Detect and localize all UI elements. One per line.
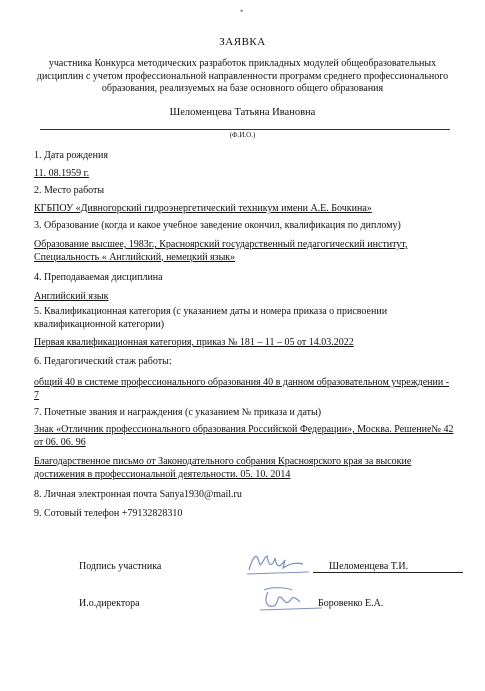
item-4-answer: Английский язык — [34, 291, 109, 302]
item-4-label: 4. Преподаваемая дисциплина — [34, 272, 163, 283]
item-3-answer: Образование высшее, 1983г., Красноярский государственный педагогический институт, Специальность « Английский, немецкий язык» — [34, 239, 408, 263]
fio-caption: (Ф.И.О.) — [229, 131, 256, 139]
item-7-answer-1: Знак «Отличник профессионального образования Российской Федерации», Москва. Решение№ 42 от 06. 06. 96 — [34, 424, 454, 448]
item-2-answer: КГБПОУ «Дивногорский гидроэнергетический техникум имени А.Е. Бочкина» — [34, 203, 372, 214]
item-7-label: 7. Почетные звания и награждения (с указанием № приказа и даты) — [34, 407, 322, 418]
participant-name: Шеломенцева Татьяна Ивановна — [169, 107, 316, 118]
director-signature-label: И.о.директора — [79, 598, 140, 609]
director-signature-image — [252, 582, 327, 614]
item-5-label: 5. Квалификационная категория (с указанием даты и номера приказа о присвоении квалификационной категории) — [34, 306, 388, 330]
item-9-label: 9. Сотовый телефон +79132828310 — [34, 508, 183, 519]
item-7-answer-2: Благодарственное письмо от Законодательного собрания Красноярского края за высокие достижения в профессиональной деятельности. 05. 10. 2014 — [34, 456, 412, 480]
item-8-label: 8. Личная электронная почта Sanya1930@mail.ru — [34, 489, 242, 500]
participant-signature-name: Шеломенцева Т.И. — [313, 561, 463, 573]
item-5-answer: Первая квалификационная категория, приказ № 181 – 11 – 05 от 14.03.2022 — [34, 337, 354, 348]
item-1-answer: 11. 08.1959 г. — [34, 168, 90, 179]
item-1-label: 1. Дата рождения — [34, 150, 108, 161]
name-underline — [40, 129, 450, 130]
item-6-label: 6. Педагогический стаж работы: — [34, 356, 172, 367]
item-6-answer: общий 40 в системе профессионального образования 40 в данном образовательном учреждении - 7 — [34, 377, 450, 401]
item-2-label: 2. Место работы — [34, 185, 105, 196]
participant-signature-image — [243, 548, 313, 578]
document-subtitle: участника Конкурса методических разработок прикладных модулей общеобразовательных дисциплин с учетом профессиональной направленности программ среднего профессионального образования, реализуемых на базе основного общего образования — [36, 58, 449, 94]
director-signature-name: Боровенко Е.А. — [318, 598, 384, 609]
item-3-label: 3. Образование (когда и какое учебное заведение окончил, квалификация по диплому) — [34, 220, 401, 231]
page-marker: • — [240, 6, 244, 16]
participant-signature-label: Подпись участника — [79, 561, 162, 572]
document-title: ЗАЯВКА — [219, 36, 266, 48]
